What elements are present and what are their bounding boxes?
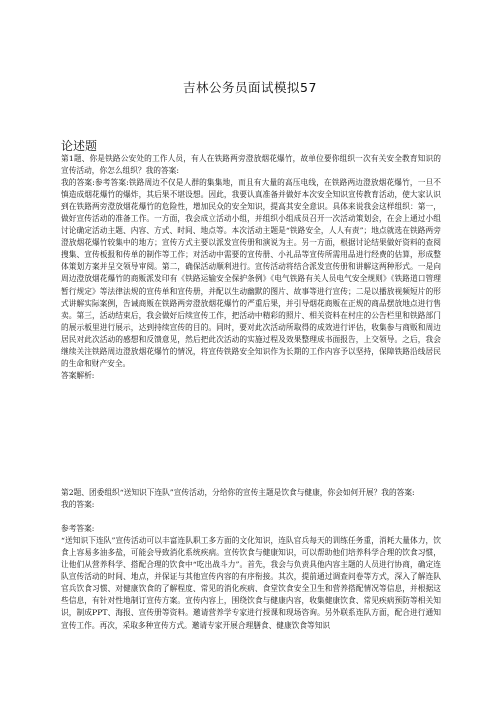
question-1-answer: 我的答案:参考答案:铁路周边不仅是人群的集集地，而且有大量的高压电线，在铁路两边澄放烟花爆竹，一旦不慎造成烟花爆竹的爆炸，其后果不堪设想。因此，我要认真准备并做好本次安全知识宣传教育活动，使大家认识到在铁路两旁澄放烟花爆竹的危险性，增加民众的安全知识，提高其安全意识。具体来说我会这样组织：第一，做好宣传活动的准备工作。一方面，我会成立活动小组，并组织小组成员召开一次活动策划会，在会上通过小组讨论确定活动主题、内容、方式、时间、地点等。本次活动主题是“铁路安全，人人有责”；地点就选在铁路两旁澄放烟花爆竹较集中的地方；宣传方式主要以派发宣传册和演说为主。另一方面，根据讨论结果做好资料的查阅搜集、宣传板报和传单的制作等工作；对活动中需要的宣传册、小礼品等宣传所需用品进行经费的估算，形成整体策划方案并呈交领导审阅。第二，确保活动顺利进行。宣传活动将结合派发宣传册和讲解这两种形式。一是向周边澄放烟花爆竹的商贩派发印有《铁路运输安全保护条例》《电气铁路有关人员电气安全规则》《铁路道口管理暂行规定》等法律法规的宣传单和宣传册，并配以生动幽默的图片、故事等进行宣传；二是以播放视频短片的形式讲解实际案例，告诫商贩在铁路两旁澄放烟花爆竹的严重后果，并引导烟花商贩在正规的商品摆放地点进行售卖。第三，活动结束后，我会做好后续宣传工作，把活动中精彩的照片、相关资料在村庄的公告栏里和铁路部门的展示板里进行展示，达到持续宣传的目的。同时，要对此次活动所取得的成效进行评估，收集参与商贩和周边居民对此次活动的感想和反馈意见，然后把此次活动的实施过程及效果整理成书面报告，上交领导。之后，我会继续关注铁路周边澄放烟花爆竹的情况，将宣传铁路安全知识作为长期的工作内容予以坚持，保障铁路沿线居民的生命和财产安全。 xyxy=(61,178,441,368)
question-1-analysis-label: 答案解析: xyxy=(61,370,95,380)
spacer xyxy=(61,511,441,523)
question-2-answer: “送知识下连队”宣传活动可以丰富连队职工多方面的文化知识，连队官兵每天的训练任务重，消耗大量体力，饮食上容易多油多盐，可能会导致消化系统疾病。宣传饮食与健康知识，可以帮助他们培养科学合理的饮食习惯，让他们从营养科学、搭配合理的饮食中“吃出战斗力”。首先，我会与负责具他内容主题的人员进行协商，确定连队宣传活动的时间、地点，并保证与其他宣传内容的有序衔接。其次，提前通过调查问卷等方式，深入了解连队官兵饮食习惯、对健康饮食的了解程度、常见的消化疾病、食堂饮食安全卫生和营养搭配情况等信息，并根据这些信息，有针对性地制订宣传方案。宣传内容上，围绕饮食与健康内容，收集健康饮食、常见疾病预防等相关知识，制成PPT、海报、宣传册等资料。邀请营养学专家进行授课和现场咨询。另外联系连队方面，配合进行通知宣传工作。再次，采取多种宣传方式。邀请专家开展合理膳食、健康饮食等知识 xyxy=(61,536,441,630)
section-heading: 论述题 xyxy=(61,139,98,153)
question-1-text: 第1题、你是铁路公安处的工作人员，有人在铁路两旁澄放烟花爆竹，故单位要你组织一次有关安全教育知识的宣传活动，你怎么组织？我的答案: xyxy=(61,154,441,176)
question-2-my-answer: 我的答案: xyxy=(61,500,95,510)
question-2-reference-label: 参考答案: xyxy=(61,524,95,534)
question-1-block xyxy=(61,153,441,382)
question-2-text: 第2题、团委组织“送知识下连队”宣传活动，分给你的宣传主题是饮食与健康，你会如何开展？我的答案: xyxy=(61,488,415,497)
question-2-block xyxy=(61,487,441,632)
document-title: 吉林公务员面试模拟57 xyxy=(183,80,317,95)
